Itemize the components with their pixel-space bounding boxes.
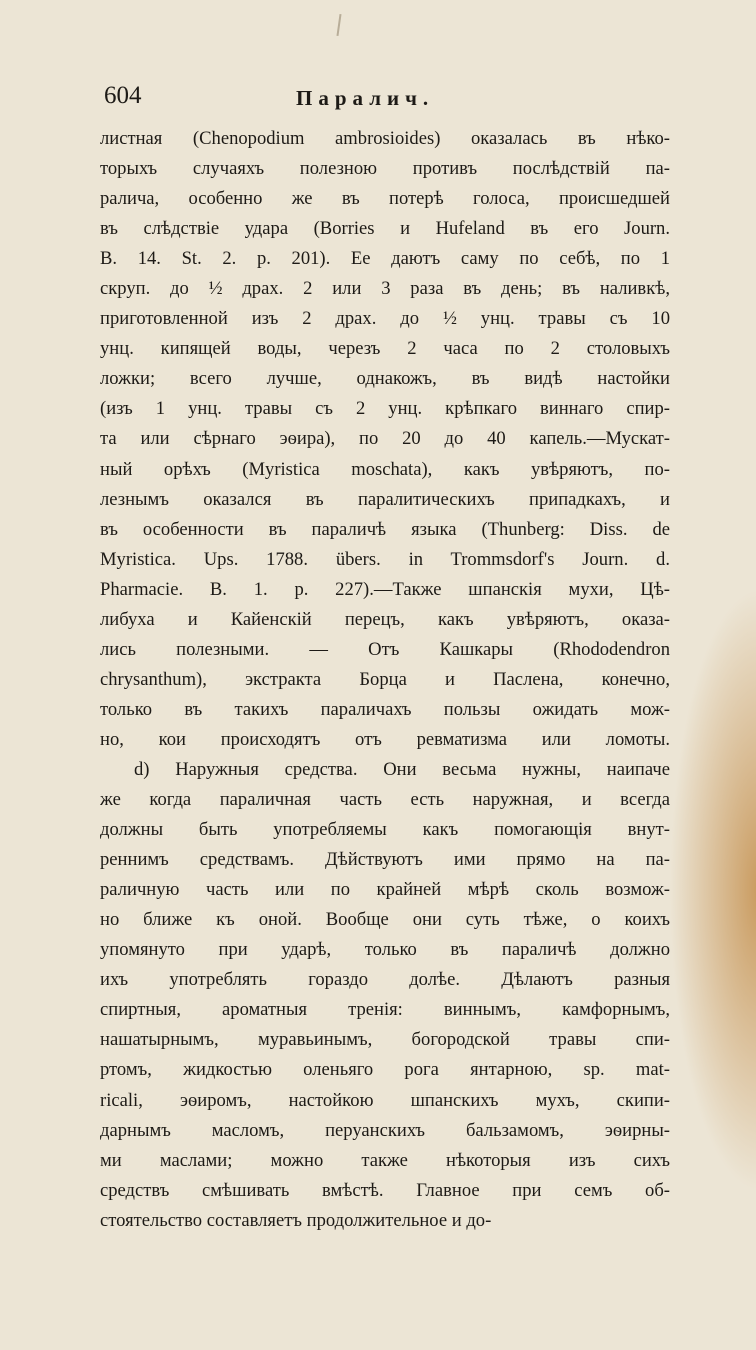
text-line: chrysanthum), экстракта Борца и Паслена, конечно, bbox=[100, 668, 670, 690]
text-line: Pharmacie. B. 1. p. 227).—Также шпанскія мухи, Цѣ- bbox=[100, 578, 670, 600]
text-line: нашатырнымъ, муравьинымъ, богородской травы спи- bbox=[100, 1029, 670, 1051]
text-line: но, кои происходятъ отъ ревматизма или ломоты. bbox=[100, 728, 670, 750]
text-line: торыхъ случаяхъ полезною противъ послѣдствій па- bbox=[100, 158, 670, 180]
page-number: 604 bbox=[104, 82, 142, 109]
text-line: лезнымъ оказался въ паралитическихъ припадкахъ, и bbox=[100, 488, 670, 510]
text-line: лись полезными. — Отъ Кашкары (Rhododendron bbox=[100, 638, 670, 660]
text-line: ртомъ, жидкостью оленьяго рога янтарною, sp. mat- bbox=[100, 1059, 670, 1081]
running-title: Паралич. bbox=[296, 86, 435, 110]
text-line: въ слѣдствіе удара (Borries и Hufeland въ его Journ. bbox=[100, 218, 670, 240]
text-line: только въ такихъ параличахъ пользы ожидать мож- bbox=[100, 698, 670, 720]
text-line: стоятельство составляетъ продолжительное и до- bbox=[100, 1209, 492, 1231]
text-line: либуха и Кайенскій перецъ, какъ увѣряютъ, оказа- bbox=[100, 608, 670, 630]
text-line: но ближе къ оной. Вообще они суть тѣже, о коихъ bbox=[100, 909, 670, 931]
text-line: упомянуто при ударѣ, только въ параличѣ должно bbox=[100, 939, 670, 961]
text-line: средствъ смѣшивать вмѣстѣ. Главное при семъ об- bbox=[100, 1179, 670, 1201]
text-line: же когда параличная часть есть наружная, и всегда bbox=[100, 789, 670, 811]
text-line: ми маслами; можно также нѣкоторыя изъ сихъ bbox=[100, 1149, 670, 1171]
text-line: ложки; всего лучше, однакожъ, въ видѣ настойки bbox=[100, 368, 670, 390]
text-line: ралича, особенно же въ потерѣ голоса, происшедшей bbox=[100, 188, 670, 210]
text-line: та или сѣрнаго эѳира), по 20 до 40 капель.—Мускат- bbox=[100, 428, 670, 450]
text-line: ихъ употреблять гораздо долѣе. Дѣлаютъ разныя bbox=[100, 969, 670, 991]
text-line: ricali, эѳиромъ, настойкою шпанскихъ мухъ, скипи- bbox=[100, 1089, 670, 1111]
text-line: дарнымъ масломъ, перуанскихъ бальзамомъ, эѳирны- bbox=[100, 1119, 670, 1141]
text-line: ный орѣхъ (Myristica moschata), какъ увѣряютъ, по- bbox=[100, 458, 670, 480]
text-line: должны быть употребляемы какъ помогающія внут- bbox=[100, 819, 670, 841]
text-line: раличную часть или по крайней мѣрѣ сколь возмож- bbox=[100, 879, 670, 901]
pencil-mark bbox=[336, 14, 341, 36]
page-header bbox=[104, 82, 664, 116]
text-line: B. 14. St. 2. p. 201). Ее даютъ саму по себѣ, по 1 bbox=[100, 248, 670, 270]
text-line: реннимъ средствамъ. Дѣйствуютъ ими прямо на па- bbox=[100, 849, 670, 871]
text-line: листная (Chenopodium ambrosioides) оказалась въ нѣко- bbox=[100, 128, 670, 149]
text-line: приготовленной изъ 2 драх. до ½ унц. травы съ 10 bbox=[100, 308, 670, 330]
text-line: въ особенности въ параличѣ языка (Thunberg: Diss. de bbox=[100, 518, 670, 540]
text-line: унц. кипящей воды, черезъ 2 часа по 2 столовыхъ bbox=[100, 338, 670, 360]
text-line: (изъ 1 унц. травы съ 2 унц. крѣпкаго виннаго спир- bbox=[100, 398, 670, 420]
text-line: скруп. до ½ драх. 2 или 3 раза въ день; въ наливкѣ, bbox=[100, 278, 670, 300]
body-text bbox=[100, 124, 670, 1236]
text-line: d) Наружныя средства. Они весьма нужны, наипаче bbox=[134, 758, 670, 780]
text-line: спиртныя, ароматныя тренія: виннымъ, камфорнымъ, bbox=[100, 999, 670, 1021]
text-line: Myristica. Ups. 1788. übers. in Trommsdorf's Journ. d. bbox=[100, 548, 670, 570]
